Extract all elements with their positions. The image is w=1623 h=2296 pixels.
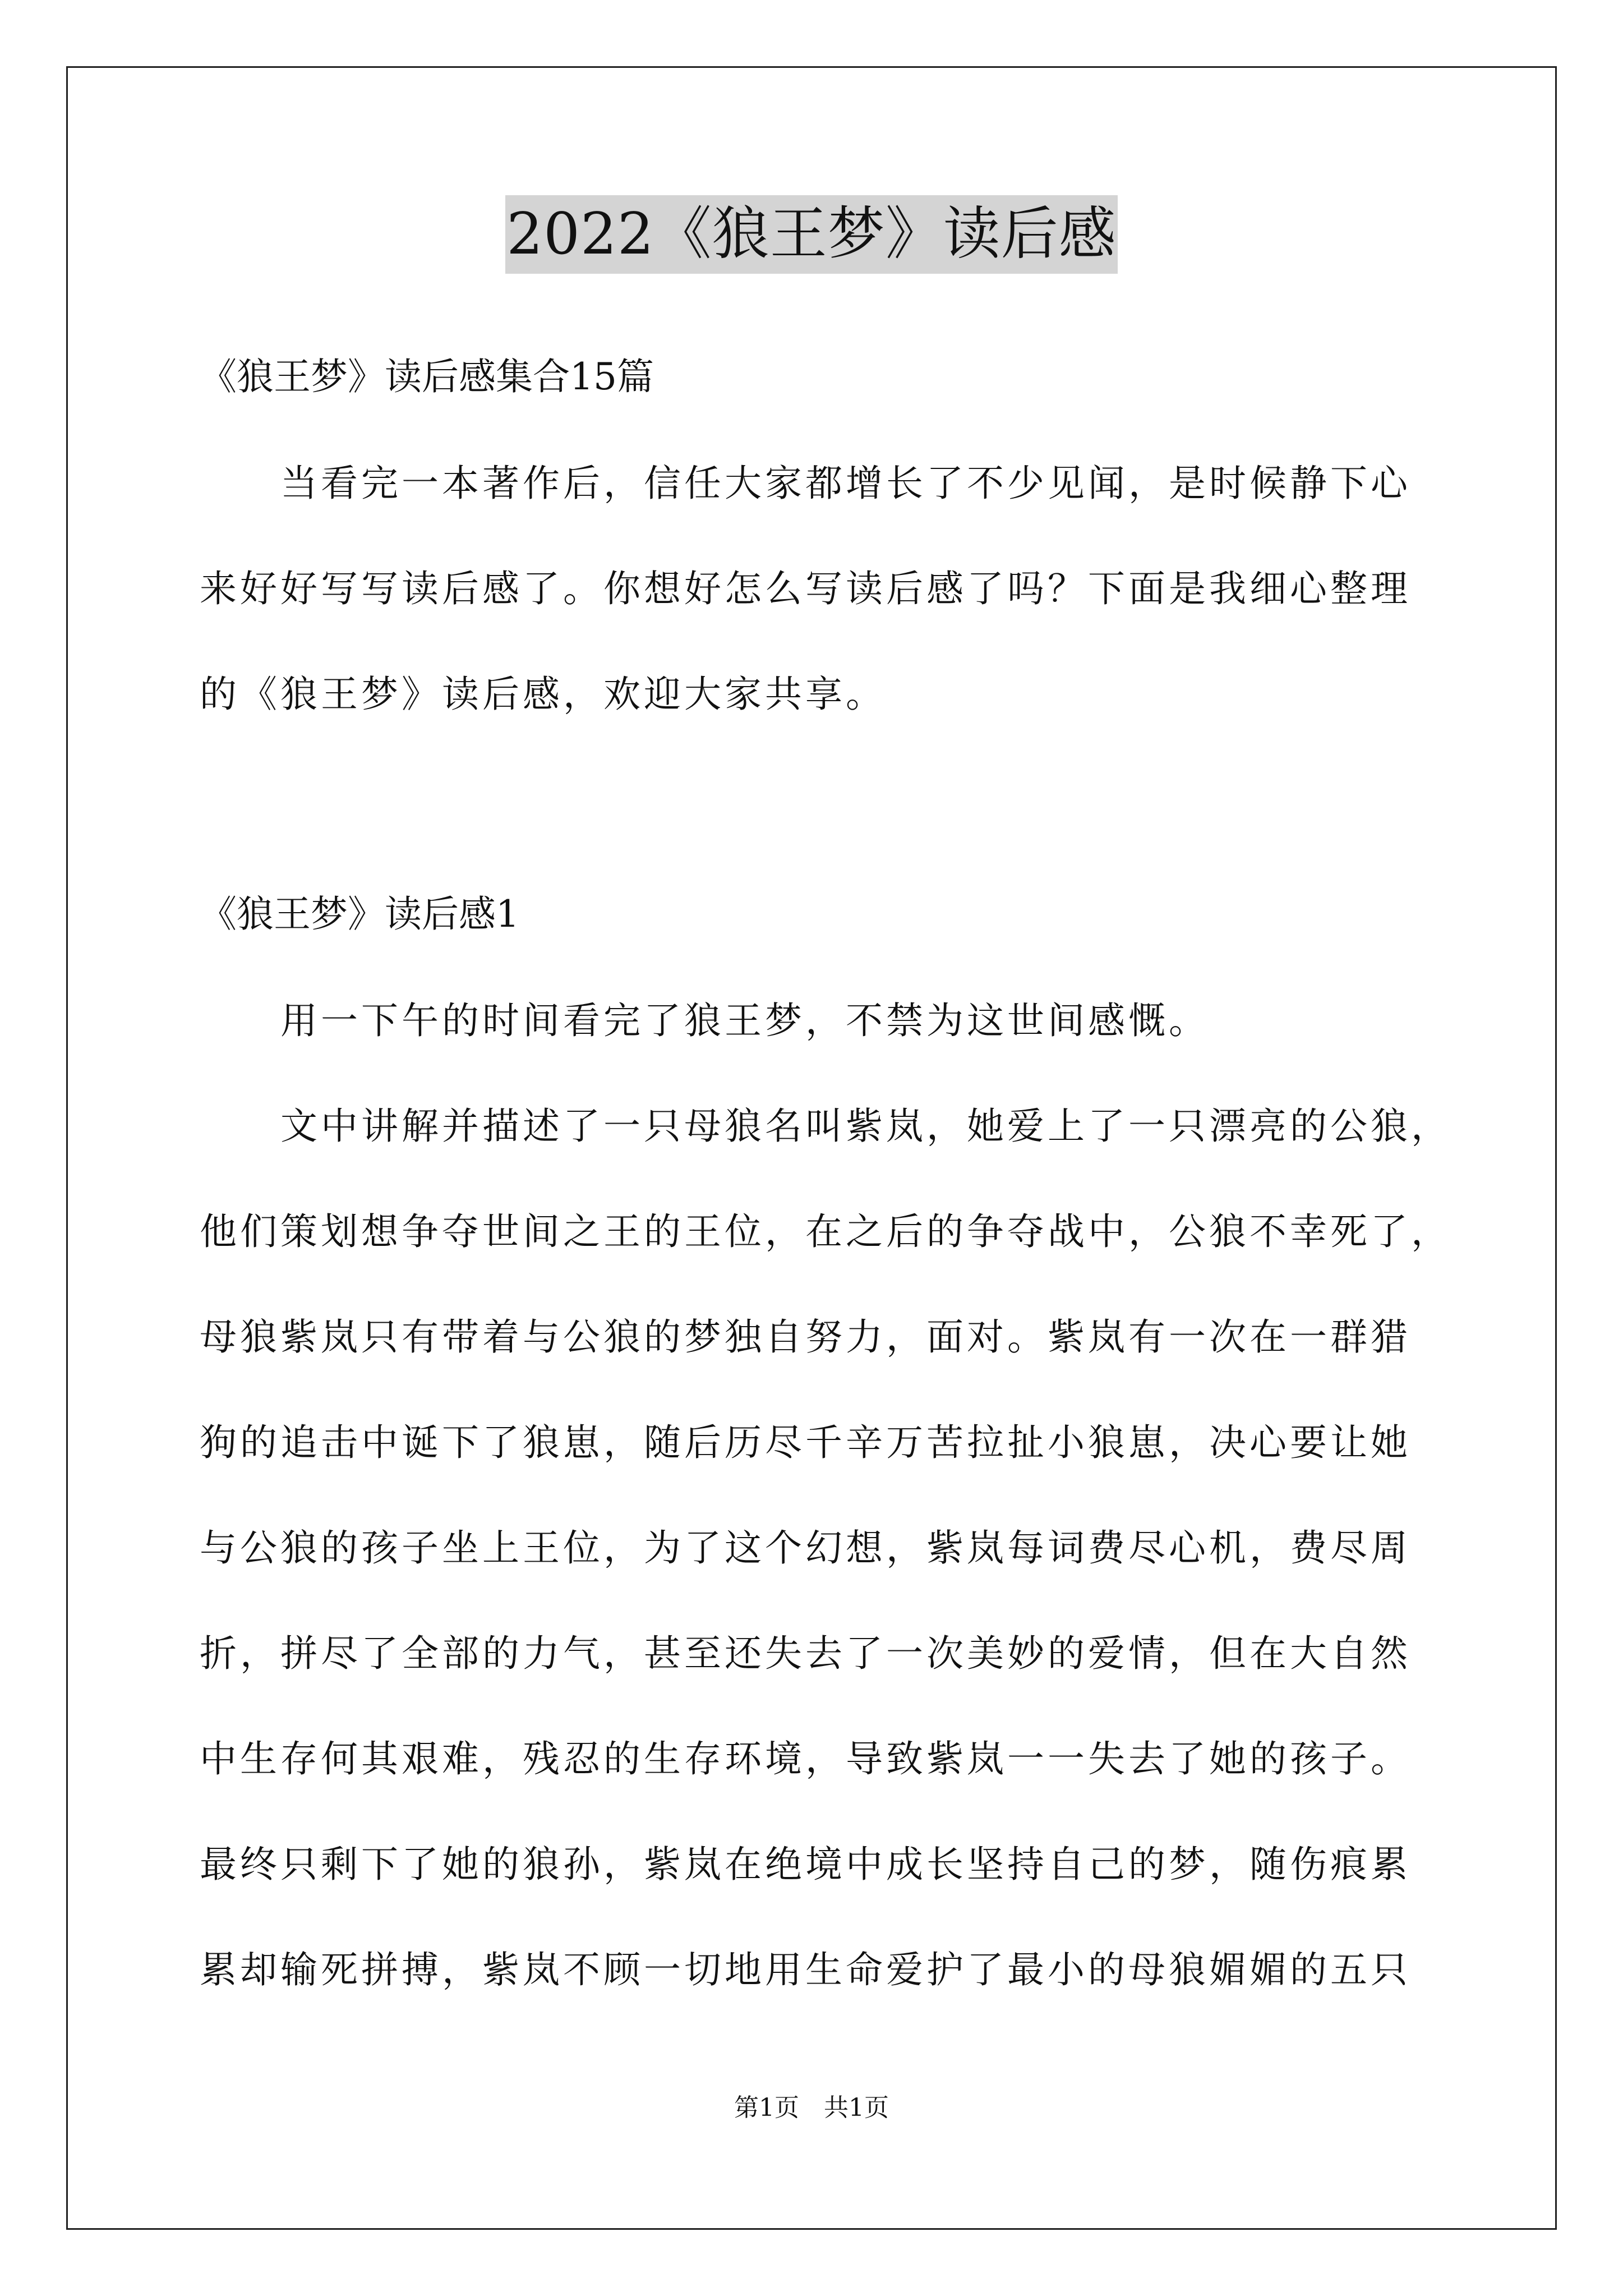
document-title: 2022《狼王梦》读后感 (505, 195, 1118, 274)
intro-line-1: 当看完一本著作后，信任大家都增长了不少见闻，是时候静下心 (280, 462, 1411, 505)
body-line-5: 狗的追击中诞下了狼崽，随后历尽千辛万苦拉扯小狼崽，决心要让她 (200, 1421, 1411, 1464)
body-line-9: 最终只剩下了她的狼孙，紫岚在绝境中成长坚持自己的梦，随伤痕累 (200, 1843, 1411, 1886)
body-line-4: 母狼紫岚只有带着与公狼的梦独自努力，面对。紫岚有一次在一群猎 (200, 1315, 1411, 1359)
intro-line-3: 的《狼王梦》读后感，欢迎大家共享。 (200, 673, 886, 716)
intro-line-2: 来好好写写读后感了。你想好怎么写读后感了吗？下面是我细心整理 (200, 567, 1411, 610)
body-line-7: 折，拼尽了全部的力气，甚至还失去了一次美妙的爱情，但在大自然 (200, 1632, 1411, 1675)
body-line-10: 累却输死拼搏，紫岚不顾一切地用生命爱护了最小的母狼媚媚的五只 (200, 1948, 1411, 1991)
body-line-8: 中生存何其艰难，残忍的生存环境，导致紫岚一一失去了她的孩子。 (200, 1737, 1411, 1780)
body-line-3: 他们策划想争夺世间之王的王位，在之后的争夺战中，公狼不幸死了， (200, 1210, 1451, 1253)
title-container (0, 195, 1623, 274)
section-heading: 《狼王梦》读后感1 (200, 892, 519, 936)
document-subtitle: 《狼王梦》读后感集合15篇 (200, 355, 654, 398)
body-line-6: 与公狼的孩子坐上王位，为了这个幻想，紫岚每词费尽心机，费尽周 (200, 1526, 1411, 1570)
body-line-2: 文中讲解并描述了一只母狼名叫紫岚，她爱上了一只漂亮的公狼， (280, 1105, 1451, 1148)
body-line-1: 用一下午的时间看完了狼王梦，不禁为这世间感慨。 (280, 999, 1209, 1042)
page-footer: 第1页 共1页 (734, 2093, 889, 2122)
